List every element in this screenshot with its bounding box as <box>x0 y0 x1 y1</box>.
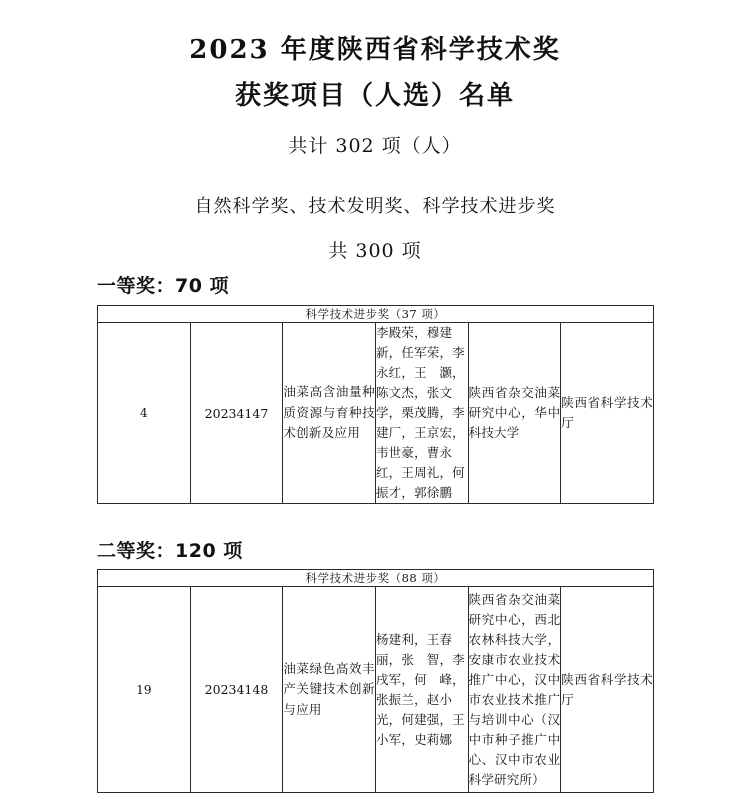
section-label-first-prize: 一等奖：70 项 <box>97 275 230 297</box>
award-category-line: 自然科学奖、技术发明奖、科学技术进步奖 <box>194 196 556 218</box>
award-category-count: 共 300 项 <box>328 240 422 263</box>
cell-recommending-department: 陕西省科学技术厅 <box>561 323 654 504</box>
cell-project-name: 油菜绿色高效丰产关键技术创新与应用 <box>283 587 376 793</box>
award-table-second-prize <box>97 569 654 793</box>
table-caption: 科学技术进步奖（37 项） <box>98 306 654 323</box>
cell-organization: 陕西省杂交油菜研究中心，华中科技大学 <box>468 323 561 504</box>
cell-sequence-number: 4 <box>98 323 191 504</box>
title-block <box>0 0 750 263</box>
table-caption: 科学技术进步奖（88 项） <box>98 570 654 587</box>
cell-recommending-department: 陕西省科学技术厅 <box>561 587 654 793</box>
cell-organization: 陕西省杂交油菜研究中心，西北农林科技大学，安康市农业技术推广中心，汉中市农业技术推广与培训中心（汉中市种子推广中心、汉中市农业科学研究所） <box>468 587 561 793</box>
page-title: 2023 年度陕西省科学技术奖 <box>189 35 561 65</box>
cell-awardee-names: 杨建利，王春丽，张 智，李戌军，何 峰，张振兰，赵小光，何建强，王小军，史莉娜 <box>375 587 468 793</box>
total-count-text: 共计 302 项（人） <box>288 135 462 158</box>
table-row <box>98 323 654 504</box>
table-caption-row <box>98 306 654 323</box>
table-row <box>98 587 654 793</box>
award-table-first-prize <box>97 305 654 504</box>
cell-awardee-names: 李殿荣，穆建新，任军荣，李永红，王 灏，陈文杰，张文学，栗茂腾，李建厂，王京宏，韦世豪，曹永红，王周礼，何振才，郭徐鹏 <box>375 323 468 504</box>
cell-project-code: 20234147 <box>190 323 283 504</box>
table-caption-row <box>98 570 654 587</box>
page-subtitle: 获奖项目（人选）名单 <box>234 80 515 111</box>
cell-project-name: 油菜高含油量种质资源与育种技术创新及应用 <box>283 323 376 504</box>
cell-project-code: 20234148 <box>190 587 283 793</box>
cell-sequence-number: 19 <box>98 587 191 793</box>
section-label-second-prize: 二等奖：120 项 <box>97 540 243 562</box>
